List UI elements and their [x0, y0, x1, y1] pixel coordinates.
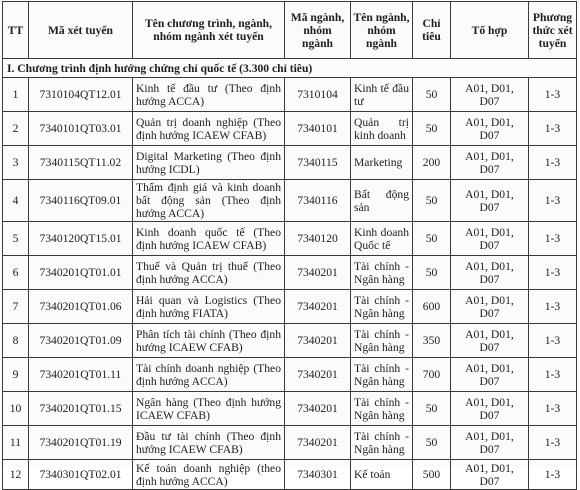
- cell-chi-tieu: 50: [413, 426, 451, 460]
- cell-ma-nganh: 7340201: [285, 290, 351, 324]
- cell-chi-tieu: 50: [413, 222, 451, 256]
- cell-to-hop: A01, D01, D07: [451, 112, 529, 146]
- cell-ma-xet-tuyen: 7340101QT03.01: [29, 112, 133, 146]
- cell-ma-xet-tuyen: 7340201QT01.11: [29, 358, 133, 392]
- cell-ten-chuong-trinh: Kế toán doanh nghiệp (theo định hướng ACCA): [133, 460, 285, 490]
- cell-tt: 8: [3, 324, 29, 358]
- cell-chi-tieu: 200: [413, 146, 451, 180]
- cell-to-hop: A01, D01, D07: [451, 358, 529, 392]
- cell-ma-xet-tuyen: 7340201QT01.09: [29, 324, 133, 358]
- cell-chi-tieu: 350: [413, 324, 451, 358]
- cell-ten-nganh: Tài chính - Ngân hàng: [351, 426, 413, 460]
- cell-ten-nganh: Kinh tế đầu tư: [351, 78, 413, 112]
- cell-ma-xet-tuyen: 7310104QT12.01: [29, 78, 133, 112]
- cell-phuong-thuc: 1-3: [529, 112, 577, 146]
- cell-ma-nganh: 7340201: [285, 324, 351, 358]
- cell-chi-tieu: 50: [413, 78, 451, 112]
- cell-ten-nganh: Bất động sản: [351, 180, 413, 222]
- cell-to-hop: A01, D01, D07: [451, 290, 529, 324]
- table-row: [3, 324, 577, 358]
- cell-phuong-thuc: 1-3: [529, 78, 577, 112]
- cell-ten-nganh: Quản trị kinh doanh: [351, 112, 413, 146]
- cell-to-hop: A01, D01, D07: [451, 460, 529, 490]
- cell-phuong-thuc: 1-3: [529, 146, 577, 180]
- cell-to-hop: A01, D01, D07: [451, 222, 529, 256]
- cell-to-hop: A01, D01, D07: [451, 78, 529, 112]
- cell-tt: 3: [3, 146, 29, 180]
- cell-ma-nganh: 7310104: [285, 78, 351, 112]
- cell-chi-tieu: 50: [413, 180, 451, 222]
- cell-ma-xet-tuyen: 7340120QT15.01: [29, 222, 133, 256]
- cell-tt: 10: [3, 392, 29, 426]
- cell-phuong-thuc: 1-3: [529, 426, 577, 460]
- cell-phuong-thuc: 1-3: [529, 392, 577, 426]
- cell-ten-nganh: Tài chính - Ngân hàng: [351, 290, 413, 324]
- cell-ten-chuong-trinh: Quản trị doanh nghiệp (Theo định hướng ICAEW CFAB): [133, 112, 285, 146]
- table-row: [3, 78, 577, 112]
- cell-ma-xet-tuyen: 7340201QT01.19: [29, 426, 133, 460]
- cell-to-hop: A01, D01, D07: [451, 426, 529, 460]
- cell-ten-nganh: Tài chính - Ngân hàng: [351, 358, 413, 392]
- cell-ten-chuong-trinh: Đầu tư tài chính (Theo định hướng ICAEW CFAB): [133, 426, 285, 460]
- cell-ten-chuong-trinh: Thẩm định giá và kinh doanh bất động sản (Theo định hướng ACCA): [133, 180, 285, 222]
- header-ma-xet-tuyen: Mã xét tuyển: [29, 2, 133, 59]
- cell-tt: 12: [3, 460, 29, 490]
- header-phuong-thuc: Phương thức xét tuyển: [529, 2, 577, 59]
- cell-tt: 6: [3, 256, 29, 290]
- cell-phuong-thuc: 1-3: [529, 256, 577, 290]
- cell-ten-chuong-trinh: Kinh doanh quốc tế (Theo định hướng ICAEW CFAB): [133, 222, 285, 256]
- table-row: [3, 460, 577, 490]
- table-row: [3, 112, 577, 146]
- table-row: [3, 256, 577, 290]
- cell-ma-nganh: 7340115: [285, 146, 351, 180]
- cell-ma-xet-tuyen: 7340201QT01.06: [29, 290, 133, 324]
- cell-chi-tieu: 600: [413, 290, 451, 324]
- cell-to-hop: A01, D01, D07: [451, 324, 529, 358]
- cell-phuong-thuc: 1-3: [529, 180, 577, 222]
- admission-table: [2, 1, 577, 490]
- cell-ten-chuong-trinh: Kinh tế đầu tư (Theo định hướng ACCA): [133, 78, 285, 112]
- cell-chi-tieu: 500: [413, 460, 451, 490]
- cell-chi-tieu: 50: [413, 392, 451, 426]
- cell-ten-nganh: Tài chính - Ngân hàng: [351, 324, 413, 358]
- cell-tt: 9: [3, 358, 29, 392]
- table-row: [3, 426, 577, 460]
- cell-ten-chuong-trinh: Digital Marketing (Theo định hướng ICDL): [133, 146, 285, 180]
- table-row: [3, 392, 577, 426]
- cell-to-hop: A01, D01, D07: [451, 392, 529, 426]
- cell-ma-nganh: 7340301: [285, 460, 351, 490]
- cell-ten-chuong-trinh: Hải quan và Logistics (Theo định hướng FIATA): [133, 290, 285, 324]
- cell-ma-nganh: 7340116: [285, 180, 351, 222]
- cell-tt: 2: [3, 112, 29, 146]
- cell-to-hop: A01, D01, D07: [451, 256, 529, 290]
- cell-phuong-thuc: 1-3: [529, 358, 577, 392]
- cell-ma-xet-tuyen: 7340115QT11.02: [29, 146, 133, 180]
- document-page: [0, 1, 580, 488]
- section-row: [3, 59, 577, 78]
- table-row: [3, 180, 577, 222]
- cell-ma-nganh: 7340120: [285, 222, 351, 256]
- header-ma-nganh: Mã ngành, nhóm ngành: [285, 2, 351, 59]
- cell-chi-tieu: 50: [413, 256, 451, 290]
- cell-ten-nganh: Tài chính - Ngân hàng: [351, 256, 413, 290]
- table-row: [3, 222, 577, 256]
- table-row: [3, 290, 577, 324]
- cell-ten-nganh: Marketing: [351, 146, 413, 180]
- cell-ten-chuong-trinh: Phân tích tài chính (Theo định hướng ICAEW CFAB): [133, 324, 285, 358]
- cell-phuong-thuc: 1-3: [529, 324, 577, 358]
- cell-tt: 7: [3, 290, 29, 324]
- cell-to-hop: A01, D01, D07: [451, 146, 529, 180]
- cell-ten-nganh: Kế toán: [351, 460, 413, 490]
- header-ten-chuong-trinh: Tên chương trình, ngành, nhóm ngành xét tuyển: [133, 2, 285, 59]
- cell-ma-xet-tuyen: 7340201QT01.15: [29, 392, 133, 426]
- cell-tt: 4: [3, 180, 29, 222]
- table-row: [3, 146, 577, 180]
- cell-ten-chuong-trinh: Thuế và Quản trị thuế (Theo định hướng ACCA): [133, 256, 285, 290]
- cell-phuong-thuc: 1-3: [529, 290, 577, 324]
- cell-phuong-thuc: 1-3: [529, 222, 577, 256]
- cell-ma-xet-tuyen: 7340301QT02.01: [29, 460, 133, 490]
- cell-tt: 11: [3, 426, 29, 460]
- header-ten-nganh: Tên ngành, nhóm ngành: [351, 2, 413, 59]
- cell-ma-nganh: 7340201: [285, 256, 351, 290]
- cell-ten-chuong-trinh: Ngân hàng (Theo định hướng ICAEW CFAB): [133, 392, 285, 426]
- cell-ma-nganh: 7340201: [285, 358, 351, 392]
- cell-ten-nganh: Kinh doanh Quốc tế: [351, 222, 413, 256]
- header-to-hop: Tổ hợp: [451, 2, 529, 59]
- cell-chi-tieu: 50: [413, 112, 451, 146]
- header-tt: TT: [3, 2, 29, 59]
- cell-ma-nganh: 7340101: [285, 112, 351, 146]
- cell-ma-nganh: 7340201: [285, 392, 351, 426]
- section-title: I. Chương trình định hướng chứng chỉ quốc tế (3.300 chỉ tiêu): [3, 59, 577, 78]
- cell-tt: 5: [3, 222, 29, 256]
- cell-ma-nganh: 7340201: [285, 426, 351, 460]
- cell-chi-tieu: 700: [413, 358, 451, 392]
- table-header-row: [3, 2, 577, 59]
- table-row: [3, 358, 577, 392]
- cell-tt: 1: [3, 78, 29, 112]
- cell-ten-chuong-trinh: Tài chính doanh nghiệp (Theo định hướng ACCA): [133, 358, 285, 392]
- cell-phuong-thuc: 1-3: [529, 460, 577, 490]
- cell-ma-xet-tuyen: 7340116QT09.01: [29, 180, 133, 222]
- cell-ten-nganh: Tài chính - Ngân hàng: [351, 392, 413, 426]
- cell-to-hop: A01, D01, D07: [451, 180, 529, 222]
- header-chi-tieu: Chỉ tiêu: [413, 2, 451, 59]
- cell-ma-xet-tuyen: 7340201QT01.01: [29, 256, 133, 290]
